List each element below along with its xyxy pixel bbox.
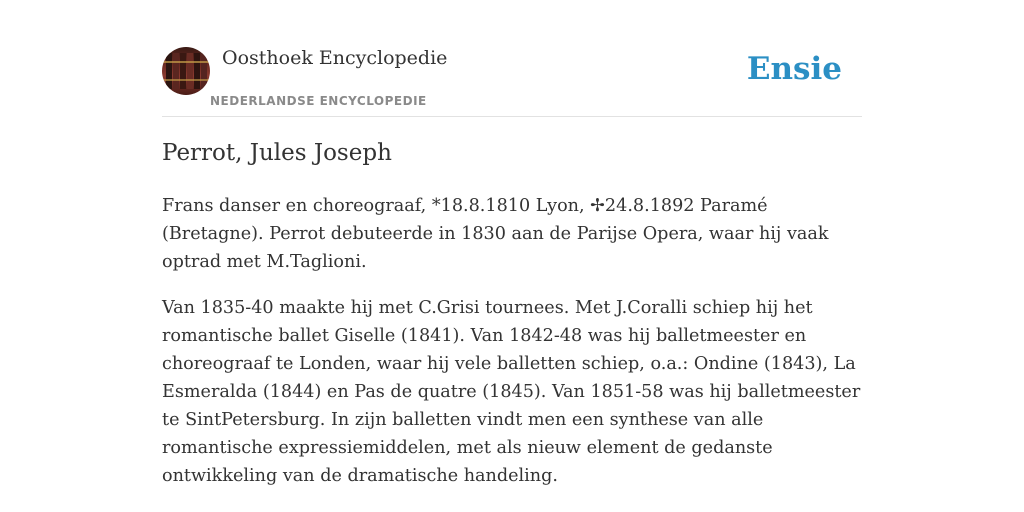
article-paragraph: Frans danser en choreograaf, *18.8.1810 Lyon, ✢24.8.1892 Paramé (Bretagne). Perrot debuteerde in 1830 aan de Parijse Opera, waar hij vaak optrad met M.Taglioni.	[162, 196, 829, 272]
article-paragraph: Van 1835-40 maakte hij met C.Grisi tournees. Met J.Coralli schiep hij het romantische ballet Giselle (1841). Van 1842-48 was hij balletmeester en choreograaf te Londen, waar hij vele balletten schiep, o.a.: Ondine (1843), La Esmeralda (1844) en Pas de quatre (1845). Van 1851-58 was hij balletmeester te SintPetersburg. In zijn balletten vindt men een synthese van alle romantische expressiemiddelen, met als nieuw element de gedanste ontwikkeling van de dramatische handeling.	[162, 298, 861, 486]
page-container	[162, 0, 862, 486]
encyclopedia-books-icon[interactable]	[162, 47, 210, 95]
brand-logo-link[interactable]: Ensie	[746, 51, 842, 87]
site-header	[162, 0, 862, 117]
article-title: Perrot, Jules Joseph	[162, 140, 392, 166]
site-subtitle: NEDERLANDSE ENCYCLOPEDIE	[210, 94, 427, 108]
site-name[interactable]: Oosthoek Encyclopedie	[222, 47, 448, 69]
